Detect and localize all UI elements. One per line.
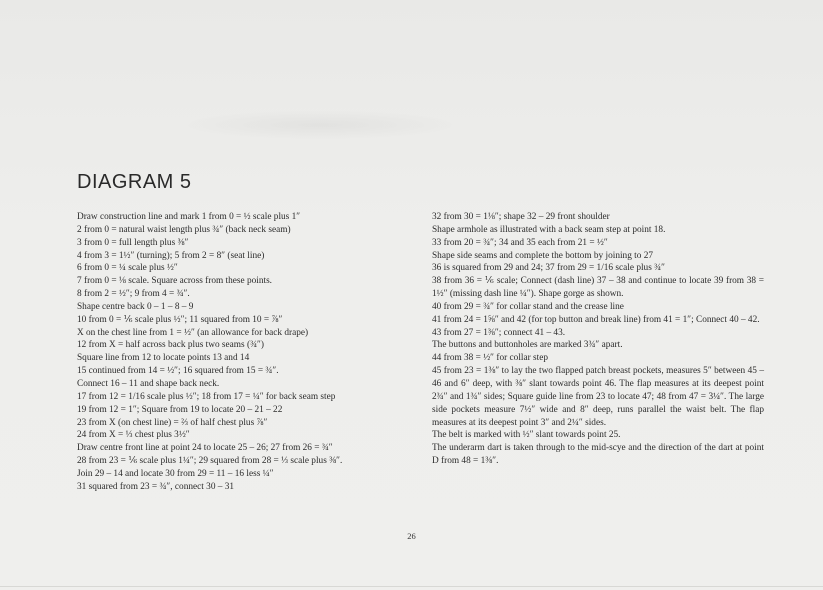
instruction-line: 24 from X = ⅓ chest plus 3½″ — [77, 430, 190, 441]
instruction-line: 15 continued from 14 = ½″; 16 squared from 15 = ¾″. — [77, 366, 279, 377]
instruction-line: 19 from 12 = 1″; Square from 19 to locate 20 – 21 – 22 — [77, 404, 283, 415]
instruction-line: 8 from 2 = ½″; 9 from 4 = ¾″. — [77, 289, 190, 300]
instruction-paragraph: 38 from 36 = ⅙ scale; Connect (dash line) 37 – 38 and continue to locate 39 from 38 = 1½″ (missing dash line ¼″). Shape gorge as shown. — [432, 276, 764, 300]
instruction-line: Square line from 12 to locate points 13 and 14 — [77, 353, 250, 364]
show-through-text — [180, 110, 460, 140]
instruction-line: Join 29 – 14 and locate 30 from 29 = 11 – 16 less ¼″ — [77, 468, 274, 479]
instruction-line: Shape centre back 0 – 1 – 8 – 9 — [77, 301, 194, 312]
instruction-line: 2 from 0 = natural waist length plus ¾″ (back neck seam) — [77, 224, 291, 235]
diagram-heading: DIAGRAM 5 — [77, 171, 192, 193]
page-edge-divider — [0, 586, 823, 587]
instruction-line: 10 from 0 = ⅙ scale plus ½″; 11 squared from 10 = ⅞″ — [77, 314, 283, 325]
instruction-line: X on the chest line from 1 = ½″ (an allowance for back drape) — [77, 327, 309, 338]
instruction-line: 40 from 29 = ¾″ for collar stand and the crease line — [432, 301, 624, 312]
instruction-line: 33 from 20 = ¾″; 34 and 35 each from 21 = ½″ — [432, 237, 608, 248]
instruction-line: 6 from 0 = ¼ scale plus ½″ — [77, 263, 178, 274]
instruction-line: 12 from X = half across back plus two seams (¾″) — [77, 340, 265, 351]
instruction-line: Draw centre front line at point 24 to locate 25 – 26; 27 from 26 = ¾″ — [77, 443, 333, 454]
instruction-line: Shape armhole as illustrated with a back seam step at point 18. — [432, 224, 666, 235]
instruction-line: 7 from 0 = ⅛ scale. Square across from these points. — [77, 276, 273, 287]
instruction-line: 44 from 38 = ½″ for collar step — [432, 353, 549, 364]
instruction-line: 17 from 12 = 1/16 scale plus ½″; 18 from 17 = ¼″ for back seam step — [77, 391, 336, 402]
instruction-line: 31 squared from 23 = ¾″, connect 30 – 31 — [77, 481, 235, 492]
instruction-line: The buttons and buttonholes are marked 3¾″ apart. — [432, 340, 623, 351]
instruction-paragraph: The underarm dart is taken through to the mid-scye and the direction of the dart at point D from 48 = 1⅜″. — [432, 443, 764, 467]
instruction-line: 4 from 3 = 1½″ (turning); 5 from 2 = 8″ (seat line) — [77, 250, 265, 261]
instruction-line: 43 from 27 = 1⅜″; connect 41 – 43. — [432, 327, 566, 338]
instruction-line: Connect 16 – 11 and shape back neck. — [77, 378, 220, 389]
instruction-line: 3 from 0 = full length plus ⅜″ — [77, 237, 189, 248]
left-text-column — [77, 211, 407, 494]
instruction-line: Shape side seams and complete the bottom by joining to 27 — [432, 250, 654, 261]
instruction-line: The belt is marked with ½″ slant towards point 25. — [432, 430, 621, 441]
instruction-paragraph: 45 from 23 = 1⅜″ to lay the two flapped patch breast pockets, measures 5″ between 45 – 46 and 6″ deep, with ⅜″ slant towards point 46. The flap measures at its deepest point 2¾″ and 1¾″ sides; Square guide line from 23 to locate 47; 48 from 47 = 3¼″. The large side pockets measure 7½″ wide and 8″ deep, runs parallel the waist belt. The flap measures at its deepest point 3″ and 2¼″ sides. — [432, 366, 764, 428]
instruction-paragraph: 41 from 24 = 1⅝″ and 42 (for top button and break line) from 41 = 1″; Connect 40 – 42. — [432, 314, 760, 325]
instruction-line: 32 from 30 = 1⅛″; shape 32 – 29 front shoulder — [432, 212, 610, 222]
instruction-line: 23 from X (on chest line) = ⅔ of half chest plus ⅞″ — [77, 417, 268, 428]
right-text-column — [432, 211, 764, 468]
page-number: 26 — [407, 531, 416, 541]
instruction-line: Draw construction line and mark 1 from 0 = ½ scale plus 1″ — [77, 212, 301, 222]
instruction-line: 28 from 23 = ⅙ scale plus 1¼″; 29 squared from 28 = ⅓ scale plus ⅜″. — [77, 456, 343, 467]
instruction-line: 36 is squared from 29 and 24; 37 from 29 = 1/16 scale plus ¾″ — [432, 263, 665, 274]
